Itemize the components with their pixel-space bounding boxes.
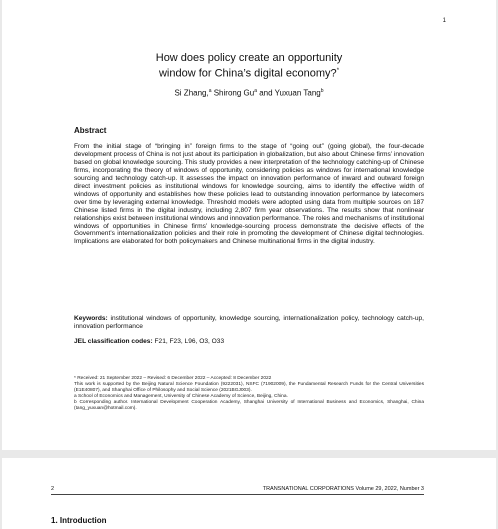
author-line [2, 88, 496, 98]
footnote-received: * Received: 21 September 2022 – Revised: 6 December 2022 – Accepted: 8 December 2022 [74, 376, 272, 381]
author-3: and Yuxuan Tang [256, 88, 321, 98]
keywords [74, 315, 424, 331]
footnote-funding: This work is supported by the Beijing Natural Science Foundation (9222031), NSFC (71902009), the Fundamental Research Funds for the Central Universities (E1E40807), and Shanghai Office of Philosophy and Social Science (2021BGJ003). [74, 382, 424, 394]
jel-codes [74, 338, 224, 345]
page-number: 1 [442, 18, 446, 24]
author-2: Shirong Gu [211, 88, 255, 98]
title-line-2: window for China’s digital economy? [158, 67, 337, 80]
author-3-affiliation: b [320, 88, 324, 94]
page-two [2, 458, 496, 529]
page-one [2, 0, 496, 450]
keywords-label: Keywords: [74, 315, 108, 322]
author-1: Si Zhang, [174, 88, 209, 98]
footnote-affiliation-b: b Corresponding author. International Development Cooperation Academy, Shanghai University of International Business and Economics, Shanghai, China (tang_yuxuan@hotmail.com). [74, 400, 424, 412]
title-line-1: How does policy create an opportunity [155, 52, 343, 64]
jel-text: F21, F23, L96, O3, O33 [152, 338, 225, 345]
page-number: 2 [51, 486, 55, 492]
footnote-affiliation-a: a School of Economics and Management, University of Chinese Academy of Science, Beijing, China. [74, 394, 288, 400]
abstract-body: From the initial stage of “bringing in” foreign firms to the stage of “going out” (going global), the four-decade development process of China is not just about its participation in globalization, but also about Chinese firms’ innovation based on global knowledge sourcing. This study provides a new interpretation of the technology catching-up of Chinese firms, incorporating the theory of windows of opportunity, considering policies as windows for international knowledge sourcing and technology catch-up. It assesses the impact on innovation performance of inward and outward foreign direct investment policies as institutional windows for knowledge sourcing, aims to identify the effective width of windows of opportunity and establishes how these policies lead to outstanding innovation performance by latecomers over time by leveraging external knowledge. Threshold models were adopted using data from multiple sources on 187 Chinese listed firms in the digital industry, including 2,807 firm year observations. The results show that nonlinear relationships exist between institutional windows and innovation performance. The roles and mechanisms of institutional windows of opportunities in Chinese firms’ knowledge-sourcing process demonstrate the decisive effects of the Government’s internationalization policies and their role in promoting the development of Chinese digital technologies. Implications are elaborated for both policymakers and Chinese multinational firms in the digital industry. [74, 143, 424, 246]
abstract-heading: Abstract [74, 126, 107, 135]
author-2-affiliation: a [254, 88, 257, 94]
running-head: TRANSNATIONAL CORPORATIONS Volume 29, 2022, Number 3 [262, 486, 424, 492]
article-title [2, 52, 496, 81]
title-footnote-mark: * [336, 68, 340, 74]
keywords-text: institutional windows of opportunity, knowledge sourcing, internationalization policy, technology catch-up, innovation performance [74, 315, 424, 330]
header-rule [51, 494, 424, 495]
footnotes [74, 376, 424, 413]
author-1-affiliation: a [208, 88, 212, 94]
section-heading: 1. Introduction [51, 516, 107, 525]
jel-label: JEL classification codes: [74, 338, 153, 345]
